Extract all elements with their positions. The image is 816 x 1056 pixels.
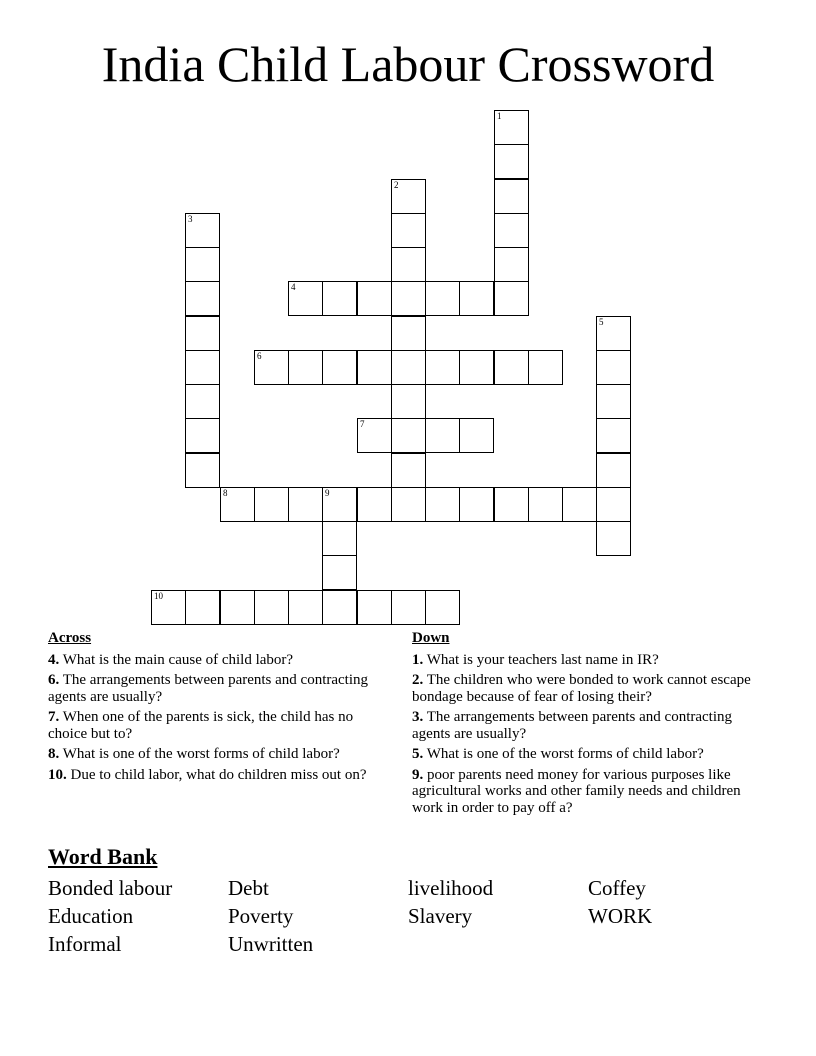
- crossword-cell[interactable]: [459, 487, 494, 522]
- word-bank-item: Education: [48, 904, 134, 928]
- crossword-cell[interactable]: [357, 281, 392, 316]
- across-clues: [48, 630, 388, 787]
- crossword-cell[interactable]: [494, 487, 529, 522]
- crossword-cell[interactable]: [391, 316, 426, 351]
- crossword-cell[interactable]: [254, 487, 289, 522]
- clue-down-3: [412, 709, 762, 742]
- clue-across-4: [48, 652, 388, 669]
- crossword-cell[interactable]: [494, 179, 529, 214]
- word-bank-item: Bonded labour: [48, 876, 173, 900]
- word-bank-item: livelihood: [408, 876, 494, 900]
- clue-number: 10.: [48, 766, 67, 783]
- crossword-cell[interactable]: [288, 590, 323, 625]
- crossword-cell[interactable]: [494, 247, 529, 282]
- crossword-cell[interactable]: [185, 350, 220, 385]
- crossword-cell[interactable]: [322, 521, 357, 556]
- clue-text: What is your teachers last name in IR?: [426, 651, 659, 668]
- crossword-cell[interactable]: [528, 350, 563, 385]
- crossword-cell[interactable]: [357, 590, 392, 625]
- crossword-cell[interactable]: [596, 350, 631, 385]
- clue-number: 3.: [412, 709, 424, 725]
- crossword-cell[interactable]: [185, 281, 220, 316]
- word-bank-item: Unwritten: [228, 932, 314, 956]
- clue-across-7: [48, 709, 388, 742]
- clue-text: The arrangements between parents and contracting agents are usually?: [412, 709, 733, 742]
- crossword-cell[interactable]: [391, 487, 426, 522]
- crossword-cell[interactable]: [596, 487, 631, 522]
- page-title: India Child Labour Crossword: [101, 36, 715, 92]
- crossword-cell[interactable]: [391, 179, 426, 214]
- crossword-cell[interactable]: [357, 487, 392, 522]
- crossword-cell[interactable]: [288, 350, 323, 385]
- crossword-cell[interactable]: [322, 281, 357, 316]
- clue-number: 1.: [412, 651, 424, 668]
- crossword-cell[interactable]: [391, 453, 426, 488]
- clue-across-10: [48, 767, 388, 784]
- crossword-cell[interactable]: [596, 418, 631, 453]
- crossword-cell[interactable]: [459, 350, 494, 385]
- crossword-cell[interactable]: [494, 213, 529, 248]
- crossword-cell[interactable]: [391, 213, 426, 248]
- crossword-cell[interactable]: [288, 487, 323, 522]
- crossword-cell[interactable]: [459, 281, 494, 316]
- clue-across-8: [48, 746, 388, 763]
- word-bank-item: Slavery: [408, 904, 473, 928]
- crossword-cell[interactable]: [596, 453, 631, 488]
- clue-text: What is the main cause of child labor?: [62, 651, 294, 668]
- clue-text: When one of the parents is sick, the child has no choice but to?: [48, 709, 354, 742]
- crossword-cell[interactable]: [391, 247, 426, 282]
- clue-down-2: [412, 672, 762, 705]
- crossword-cell[interactable]: [185, 213, 220, 248]
- crossword-cell[interactable]: [391, 590, 426, 625]
- cell-number: 9: [325, 488, 330, 498]
- crossword-cell[interactable]: [151, 590, 186, 625]
- clue-down-1: [412, 652, 762, 669]
- clue-text: The children who were bonded to work cannot escape bondage because of fear of losing their?: [412, 672, 751, 705]
- clue-number: 6.: [48, 672, 60, 688]
- cell-number: 6: [257, 351, 262, 361]
- clue-number: 7.: [48, 709, 60, 725]
- down-clues: [412, 630, 762, 820]
- crossword-cell[interactable]: [322, 350, 357, 385]
- crossword-cell[interactable]: [185, 590, 220, 625]
- crossword-cell[interactable]: [185, 418, 220, 453]
- crossword-cell[interactable]: [528, 487, 563, 522]
- crossword-cell[interactable]: [322, 590, 357, 625]
- crossword-cell[interactable]: [254, 350, 289, 385]
- crossword-cell[interactable]: [562, 487, 597, 522]
- crossword-cell[interactable]: [391, 418, 426, 453]
- crossword-cell[interactable]: [322, 487, 357, 522]
- clue-text: poor parents need money for various purposes like agricultural works and other family needs and children work in order to pay off a?: [412, 766, 741, 816]
- cell-number: 4: [291, 282, 296, 292]
- crossword-cell[interactable]: [596, 316, 631, 351]
- clue-number: 4.: [48, 651, 60, 668]
- clue-down-5: [412, 746, 762, 763]
- down-heading: Down: [412, 630, 450, 646]
- across-heading: Across: [48, 630, 92, 646]
- crossword-cell[interactable]: [220, 590, 255, 625]
- cell-number: 1: [497, 111, 502, 121]
- word-bank-heading: Word Bank: [48, 844, 158, 869]
- crossword-cell[interactable]: [185, 453, 220, 488]
- crossword-cell[interactable]: [288, 281, 323, 316]
- clue-across-6: [48, 672, 388, 705]
- crossword-cell[interactable]: [425, 418, 460, 453]
- crossword-cell[interactable]: [357, 418, 392, 453]
- crossword-cell[interactable]: [185, 247, 220, 282]
- crossword-cell[interactable]: [494, 350, 529, 385]
- word-bank-item: Informal: [48, 932, 122, 956]
- crossword-cell[interactable]: [254, 590, 289, 625]
- crossword-cell[interactable]: [494, 144, 529, 179]
- clue-number: 9.: [412, 766, 424, 783]
- crossword-cell[interactable]: [391, 350, 426, 385]
- word-bank-item: Debt: [228, 876, 269, 900]
- cell-number: 8: [223, 488, 228, 498]
- crossword-cell[interactable]: [220, 487, 255, 522]
- cell-number: 7: [360, 419, 365, 429]
- crossword-cell[interactable]: [391, 281, 426, 316]
- crossword-cell[interactable]: [425, 350, 460, 385]
- clue-down-9: [412, 767, 762, 817]
- crossword-cell[interactable]: [425, 590, 460, 625]
- crossword-cell[interactable]: [494, 110, 529, 145]
- word-bank-item: WORK: [588, 904, 653, 928]
- crossword-cell[interactable]: [596, 521, 631, 556]
- cell-number: 3: [188, 214, 193, 224]
- clue-number: 8.: [48, 746, 60, 762]
- clue-number: 5.: [412, 746, 424, 762]
- crossword-cell[interactable]: [185, 384, 220, 419]
- crossword-cell[interactable]: [185, 316, 220, 351]
- clue-text: The arrangements between parents and contracting agents are usually?: [48, 672, 369, 705]
- word-bank-item: Coffey: [588, 876, 646, 900]
- cell-number: 5: [599, 317, 604, 327]
- crossword-cell[interactable]: [459, 418, 494, 453]
- crossword-cell[interactable]: [391, 384, 426, 419]
- clue-number: 2.: [412, 672, 424, 688]
- crossword-cell[interactable]: [596, 384, 631, 419]
- cell-number: 10: [154, 591, 163, 601]
- clue-text: Due to child labor, what do children miss out on?: [70, 766, 367, 783]
- word-bank-item: Poverty: [228, 904, 294, 928]
- crossword-cell[interactable]: [494, 281, 529, 316]
- clue-text: What is one of the worst forms of child labor?: [62, 746, 340, 762]
- crossword-cell[interactable]: [357, 350, 392, 385]
- clue-text: What is one of the worst forms of child labor?: [426, 746, 704, 762]
- crossword-cell[interactable]: [425, 281, 460, 316]
- crossword-cell[interactable]: [322, 555, 357, 590]
- crossword-cell[interactable]: [425, 487, 460, 522]
- cell-number: 2: [394, 180, 399, 190]
